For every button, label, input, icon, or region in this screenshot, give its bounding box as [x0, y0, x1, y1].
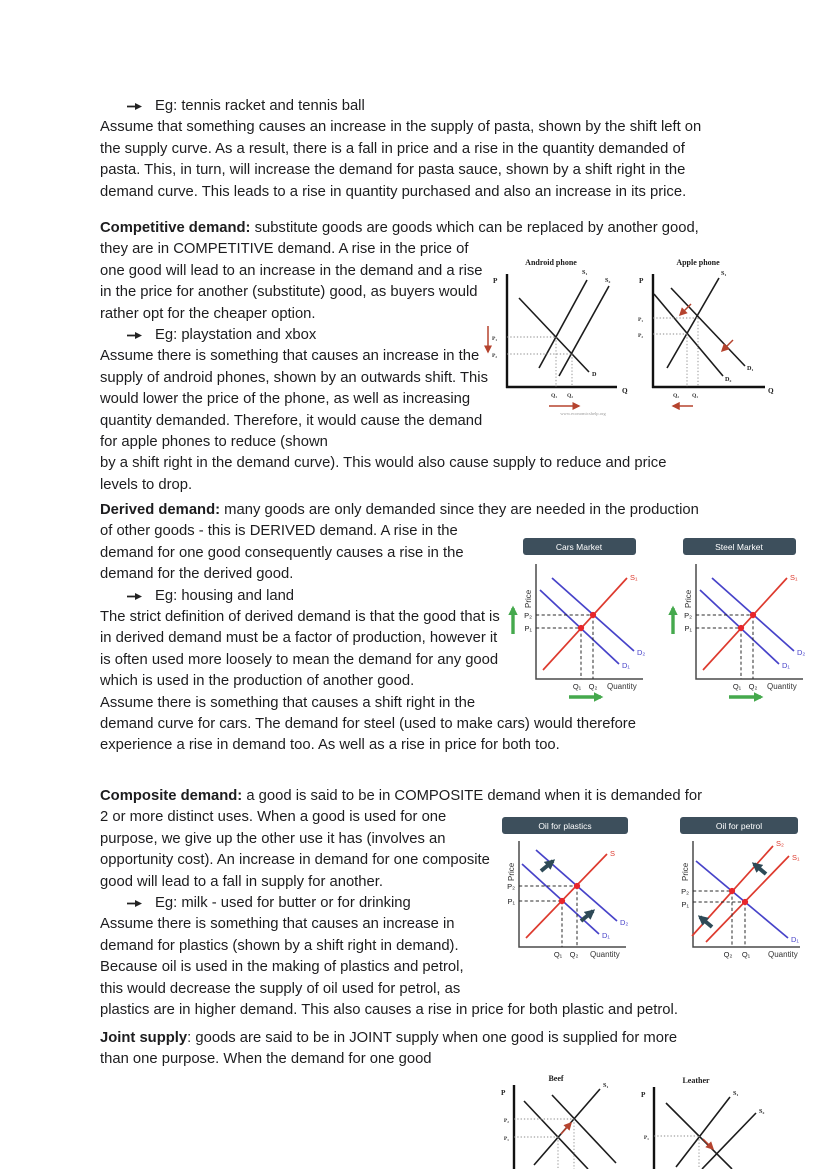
p2-label: P₂ — [638, 333, 644, 339]
q1-label: Q₁ — [551, 393, 558, 399]
supply-label: S — [610, 849, 616, 858]
oil-for-petrol-panel — [680, 817, 800, 959]
leather-panel — [641, 1076, 764, 1169]
watermark: www.economicshelp.org — [560, 411, 606, 416]
supply-curve-2 — [559, 286, 609, 376]
p2-label: P₂ — [492, 353, 498, 359]
bullet-text: Eg: playstation and xbox — [155, 327, 317, 344]
demand-shift-arrow — [581, 911, 593, 921]
supply2-label: S₂ — [605, 277, 611, 284]
q1-label: Q₁ — [553, 950, 563, 959]
p2-label: P₂ — [503, 1118, 509, 1124]
paragraph-line: demand curve for cars. The demand for steel (used to make cars) would therefore — [100, 716, 636, 733]
equilibrium-point-1 — [578, 625, 584, 631]
steel-market-panel — [673, 538, 805, 697]
badge-label: Oil for petrol — [715, 821, 763, 831]
bullet-text: Eg: tennis racket and tennis ball — [155, 98, 365, 114]
lead-rest: many goods are only demanded since they are needed in the production — [220, 502, 699, 518]
price-axis-label: Price — [524, 589, 533, 608]
paragraph: 2 or more distinct uses. When a good is used for one purpose, we give up the other use it has (involves an opportunity cost). An increase in demand for one composite good will lead to a fall in supply for another. — [100, 809, 490, 890]
derived-demand-cars-steel-diagram — [503, 538, 810, 703]
bullet-item — [100, 96, 748, 117]
p2-label: P₂ — [681, 887, 689, 896]
paragraph-line: demand curve. This leads to a rise in quantity purchased and also an increase in its price. — [100, 183, 687, 200]
q1-label: Q₁ — [572, 682, 582, 691]
equilibrium-point-2 — [590, 612, 596, 618]
price-axis-label: P — [493, 277, 498, 285]
p2-label: P₂ — [684, 611, 692, 620]
joint-supply-beef-leather-diagram — [478, 1071, 790, 1169]
supply1-label: S₁ — [792, 853, 800, 862]
demand-shift-arrow — [680, 304, 691, 315]
quantity-axis-label: Quantity — [767, 682, 797, 691]
arrow-bullet-icon — [127, 102, 142, 111]
demand2-label: D₂ — [637, 648, 646, 657]
competitive-demand-phones-diagram — [483, 254, 775, 418]
quantity-axis-label: Quantity — [768, 950, 798, 959]
badge-label: Oil for plastics — [538, 821, 592, 831]
section-heading: Competitive demand: — [100, 220, 251, 236]
supply1-label: S₁ — [721, 270, 727, 277]
demand2-label: D₂ — [797, 648, 806, 657]
panel-title: Android phone — [525, 258, 577, 267]
section-heading: Derived demand: — [100, 502, 221, 518]
paragraph-line: levels to drop. — [100, 476, 193, 493]
supply-curve — [526, 854, 607, 938]
paragraph-line: Assume that something causes an increase in the supply of pasta, shown by the shift left on — [100, 119, 702, 136]
p2-label: P₂ — [507, 882, 515, 891]
quantity-axis-label: Q — [622, 387, 628, 395]
section-heading: Joint supply — [100, 1030, 188, 1046]
paragraph-line: pasta. This, in turn, will increase the demand for pasta sauce, shown by a shift right in the — [100, 162, 686, 179]
paragraph-line: experience a rise in demand too. As well as a rise in price for both too. — [100, 737, 560, 754]
supply1-label: S₁ — [790, 573, 798, 582]
movement-along-demand-arrow — [703, 1139, 713, 1149]
oil-for-plastics-panel — [502, 817, 628, 959]
q2-label: Q₂ — [567, 393, 574, 399]
paragraph: Assume there is something that causes an increase in demand for plastics (shown by a shift right in demand). Because oil is used in the making of plastics and petrol, this would decrease the supply of oil used for petrol, as — [100, 916, 464, 997]
p1-label: P₁ — [492, 336, 498, 342]
q2-label: Q₂ — [723, 950, 733, 959]
price-axis-label: P — [641, 1091, 646, 1099]
paragraph-line: by a shift right in the demand curve). This would also cause supply to reduce and price — [100, 455, 667, 472]
arrow-bullet-icon — [127, 592, 142, 601]
arrow-bullet-icon — [127, 899, 142, 908]
demand2-label: D₂ — [620, 918, 629, 927]
equilibrium-point-2 — [729, 888, 735, 894]
price-axis-label: P — [639, 277, 644, 285]
q2-label: Q₂ — [673, 393, 680, 399]
section-lead — [100, 1028, 748, 1049]
demand-curve-2 — [552, 1095, 616, 1163]
price-axis-label: Price — [684, 589, 693, 608]
bullet-text: Eg: milk - used for butter or for drinking — [155, 895, 411, 912]
arrow-bullet-icon — [127, 331, 142, 340]
demand1-label: D₁ — [622, 661, 630, 670]
badge-label: Cars Market — [555, 542, 603, 552]
demand-shift-arrow — [722, 340, 733, 351]
badge-label: Steel Market — [715, 542, 763, 552]
q2-label: Q₂ — [748, 682, 758, 691]
equilibrium-point-1 — [738, 625, 744, 631]
supply1-label: S₁ — [603, 1082, 609, 1089]
panel-title: Apple phone — [676, 258, 720, 267]
movement-along-supply-arrow — [561, 1123, 571, 1134]
supply1-label: S₁ — [630, 573, 638, 582]
quantity-axis-label: Quantity — [590, 950, 620, 959]
paragraph-line: than one purpose. When the demand for one good — [100, 1051, 432, 1068]
equilibrium-point-1 — [559, 898, 565, 904]
supply-shift-arrow — [754, 864, 766, 874]
paragraph-line: the supply curve. As a result, there is a fall in price and a rise in the quantity demanded of — [100, 140, 685, 157]
beef-panel — [501, 1074, 616, 1169]
demand2-label: D₂ — [725, 376, 732, 383]
supply-curve-2 — [702, 1113, 756, 1169]
p1-label: P₁ — [524, 624, 532, 633]
apple-phone-panel — [638, 258, 774, 406]
supply2-label: S₂ — [776, 839, 784, 848]
supply-curve-1 — [539, 280, 587, 368]
equilibrium-point-1 — [742, 899, 748, 905]
guide-lines — [654, 1136, 699, 1169]
section-lead — [100, 786, 748, 807]
p1-label: P₁ — [503, 1136, 509, 1142]
supply-curve-1 — [543, 578, 627, 670]
paragraph-line: plastics are in higher demand. This also causes a rise in price for both plastic and petrol. — [100, 1002, 678, 1019]
paragraph: of other goods - this is DERIVED demand. A rise in the demand for one good consequently causes a rise in the demand for the derived good. — [100, 523, 464, 583]
q1-label: Q₁ — [692, 393, 699, 399]
section-joint-supply — [100, 1028, 748, 1071]
demand1-label: D₁ — [747, 365, 754, 372]
lead-rest: a good is said to be in COMPOSITE demand when it is demanded for — [242, 788, 702, 804]
panel-title: Leather — [682, 1076, 710, 1085]
android-phone-panel — [488, 258, 628, 416]
demand1-label: D₁ — [782, 661, 790, 670]
equilibrium-point-2 — [574, 883, 580, 889]
axes — [693, 841, 800, 947]
paragraph: Assume there is something that causes a shift right in the — [100, 694, 476, 711]
q1-label: Q₁ — [741, 950, 751, 959]
p1-label: P₁ — [684, 624, 692, 633]
paragraph: Assume there is something that causes an increase in the supply of android phones, shown by an outwards shift. This would lower the price of the phone, as well as increasing quantity demanded. Therefore, it would cause the demand for apple phones to reduce (shown — [100, 348, 488, 451]
p1-label: P₁ — [643, 1135, 649, 1141]
quantity-axis-label: Q — [768, 387, 774, 395]
demand1-label: D₁ — [602, 931, 610, 940]
panel-title: Beef — [548, 1074, 564, 1083]
section-heading: Composite demand: — [100, 788, 243, 804]
price-axis-label: P — [501, 1089, 506, 1097]
paragraph: they are in COMPETITIVE demand. A rise in the price of one good will lead to an increase in the demand and a rise in the price for another (substitute) good, as buyers would rather opt for the cheaper option. — [100, 241, 483, 322]
demand-shift-arrow — [541, 861, 553, 871]
demand-curve-1 — [524, 1101, 588, 1169]
price-axis-label: Price — [507, 862, 516, 881]
supply2-label: S₂ — [759, 1108, 765, 1115]
q2-label: Q₂ — [569, 950, 579, 959]
q2-label: Q₂ — [588, 682, 598, 691]
section-lead — [100, 500, 748, 521]
cars-market-panel — [513, 538, 645, 697]
paragraph: The strict definition of derived demand is that the good that is in derived demand must be a factor of production, however it is often used more loosely to mean the demand for any good which is used in the production of another good. — [100, 609, 500, 690]
p1-label: P₁ — [638, 317, 644, 323]
q1-label: Q₁ — [732, 682, 742, 691]
supply-curve-1 — [703, 578, 787, 670]
lead-rest: : goods are said to be in JOINT supply when one good is supplied for more — [187, 1030, 678, 1046]
p1-label: P₁ — [681, 900, 689, 909]
price-axis-label: Price — [681, 862, 690, 881]
section-lead — [100, 218, 748, 239]
lead-rest: substitute goods are goods which can be replaced by another good, — [250, 220, 699, 236]
demand1-label: D₁ — [791, 935, 799, 944]
quantity-axis-label: Quantity — [607, 682, 637, 691]
supply1-label: S₁ — [733, 1090, 739, 1097]
bullet-text: Eg: housing and land — [155, 587, 295, 604]
demand-label: D — [592, 371, 597, 378]
supply-curve-1 — [676, 1097, 730, 1167]
supply1-label: S₁ — [582, 269, 588, 276]
equilibrium-point-2 — [750, 612, 756, 618]
p2-label: P₂ — [524, 611, 532, 620]
p1-label: P₁ — [507, 897, 515, 906]
composite-demand-oil-diagram — [486, 817, 810, 967]
demand-curve — [519, 298, 589, 372]
section-intro — [100, 96, 748, 203]
